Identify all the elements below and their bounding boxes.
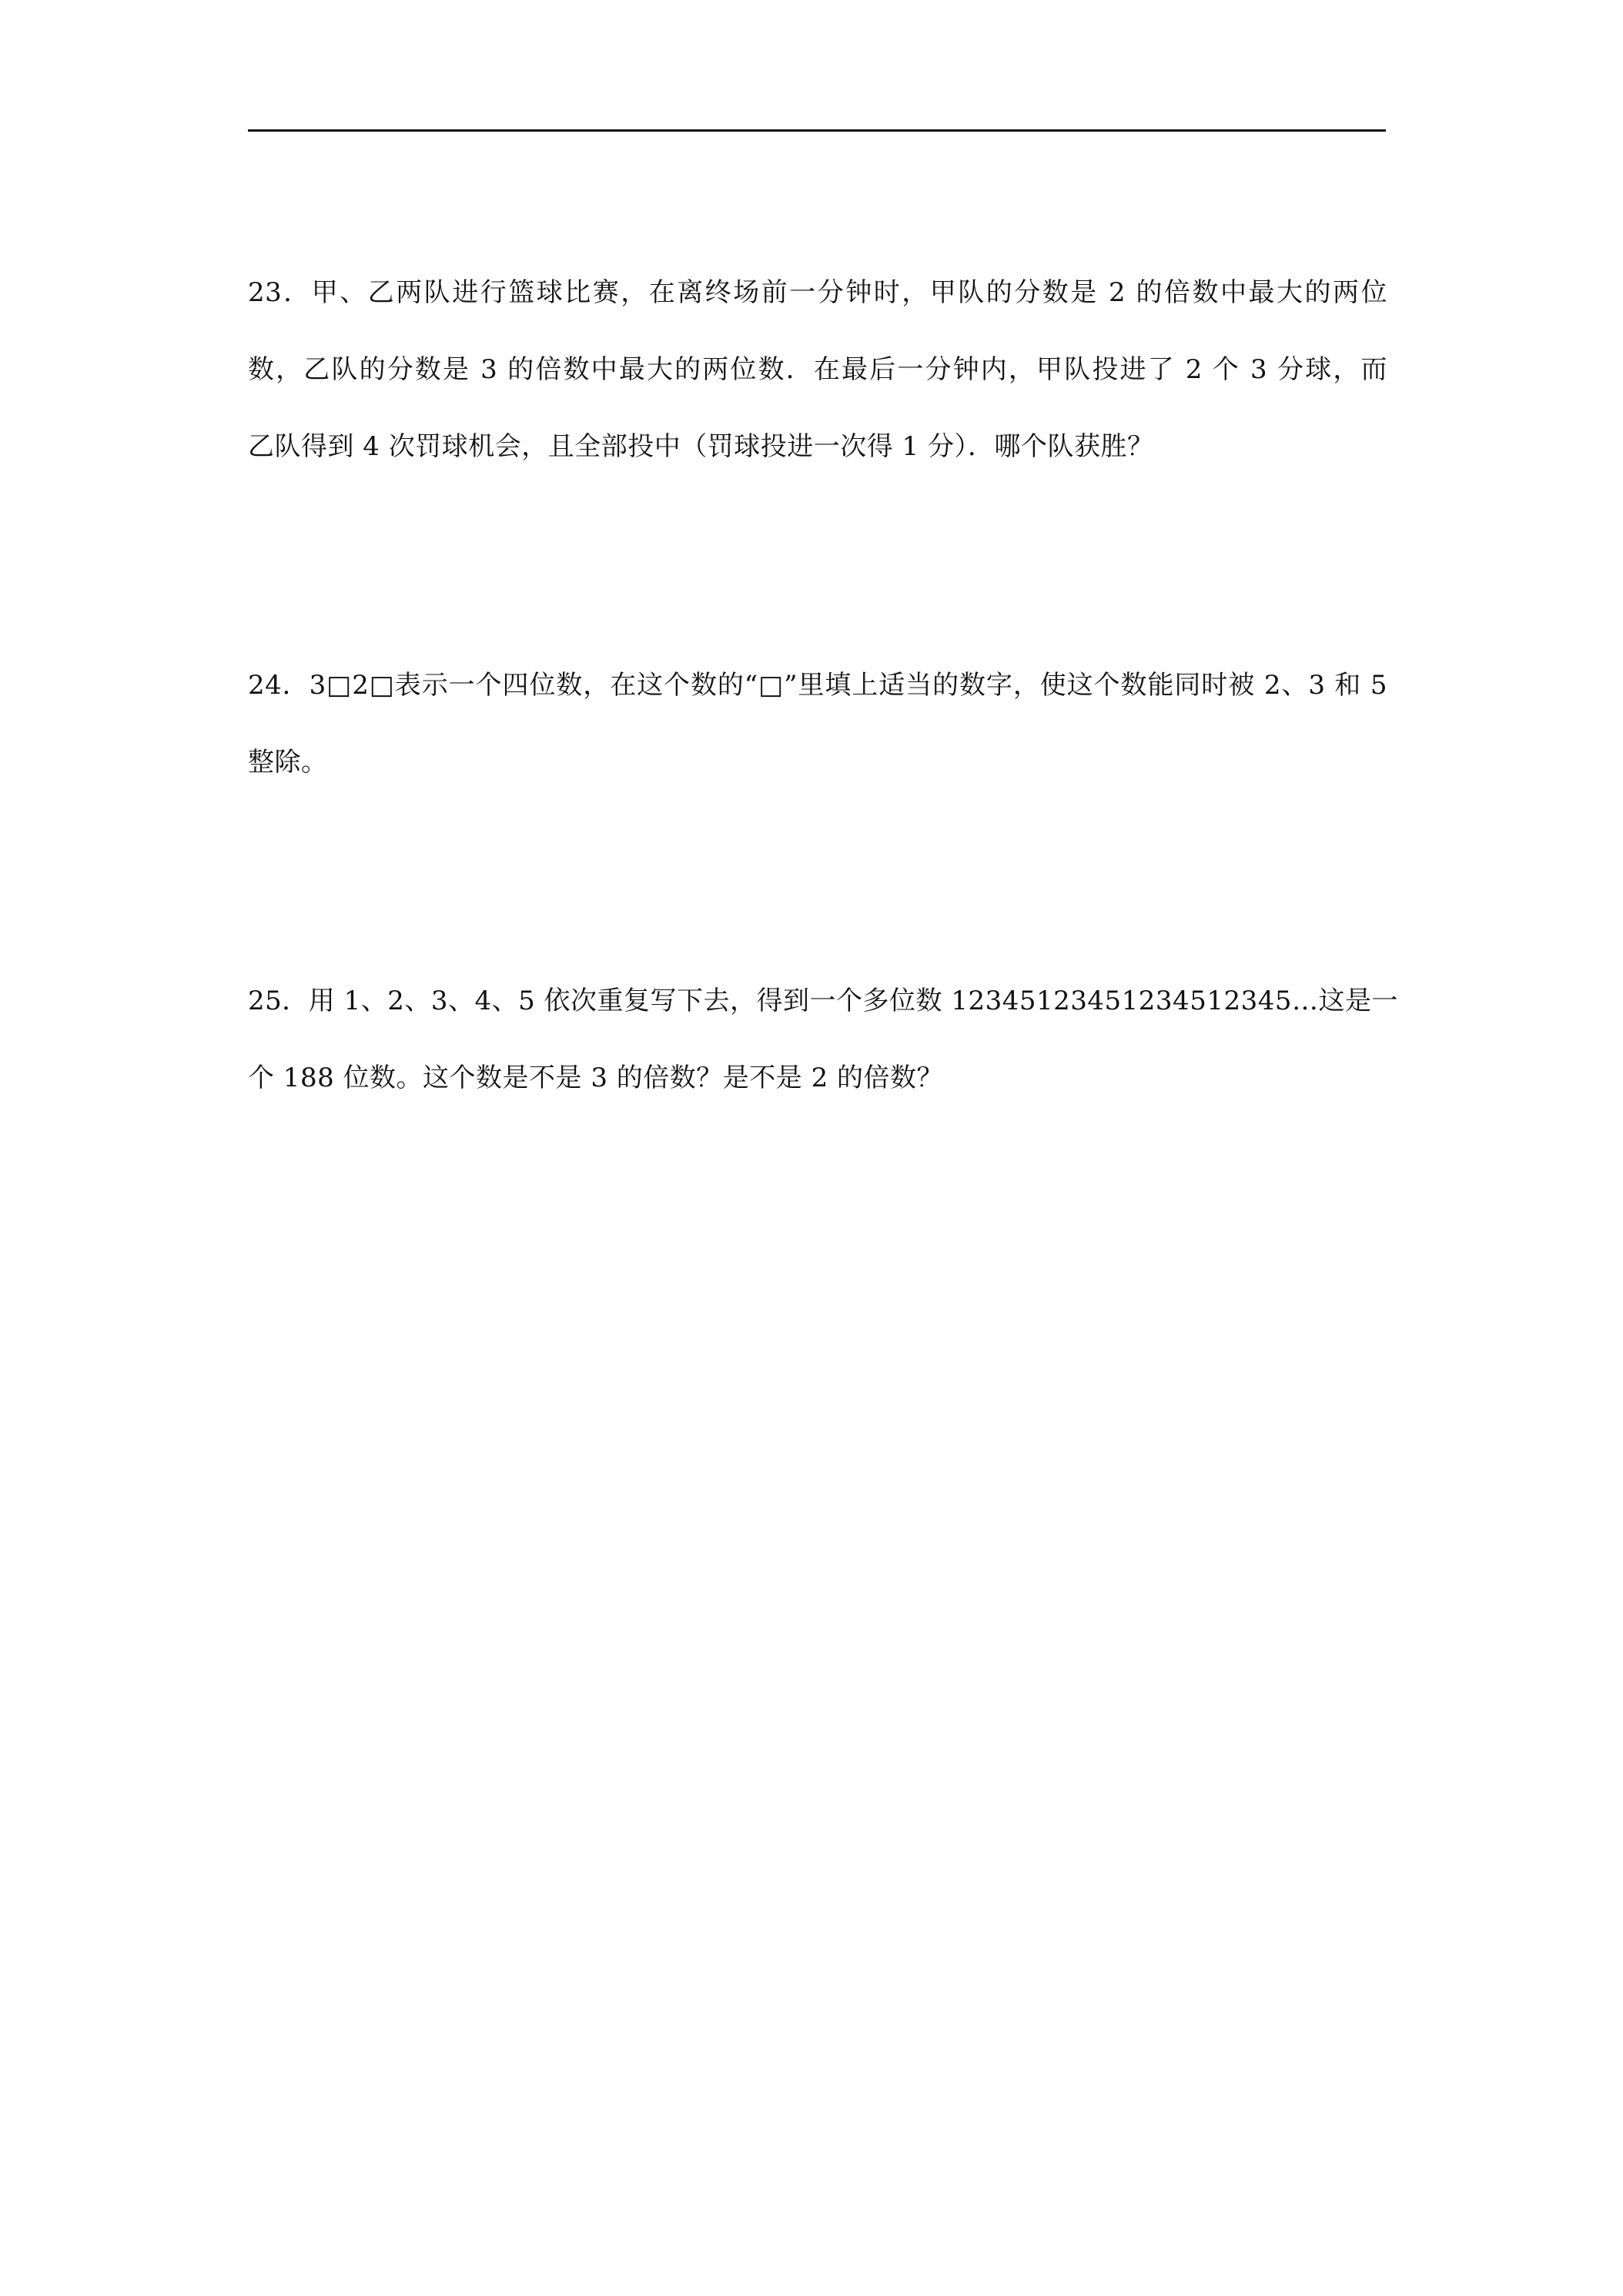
question-23 [248,254,1387,485]
question-24-line-2: 整除。 [248,747,328,778]
question-23-line-1: 23．甲、乙两队进行篮球比赛，在离终场前一分钟时，甲队的分数是 2 的倍数中最大的两位 [248,277,1387,308]
question-25-line-2: 个 188 位数。这个数是不是 3 的倍数？是不是 2 的倍数？ [248,1063,944,1093]
header-rule [248,129,1386,132]
question-23-line-3: 乙队得到 4 次罚球机会，且全部投中（罚球投进一次得 1 分）．哪个队获胜？ [248,431,1154,462]
question-25-line-1: 25．用 1、2、3、4、5 依次重复写下去，得到一个多位数 12345123451234512345…这是一 [248,986,1398,1016]
question-23-line-2: 数，乙队的分数是 3 的倍数中最大的两位数．在最后一分钟内，甲队投进了 2 个 3 分球，而 [248,354,1387,385]
question-25 [248,962,1398,1116]
question-24 [248,647,1387,801]
question-24-line-1: 24．3□2□表示一个四位数，在这个数的“□”里填上适当的数字，使这个数能同时被 2、3 和 5 [248,670,1387,701]
